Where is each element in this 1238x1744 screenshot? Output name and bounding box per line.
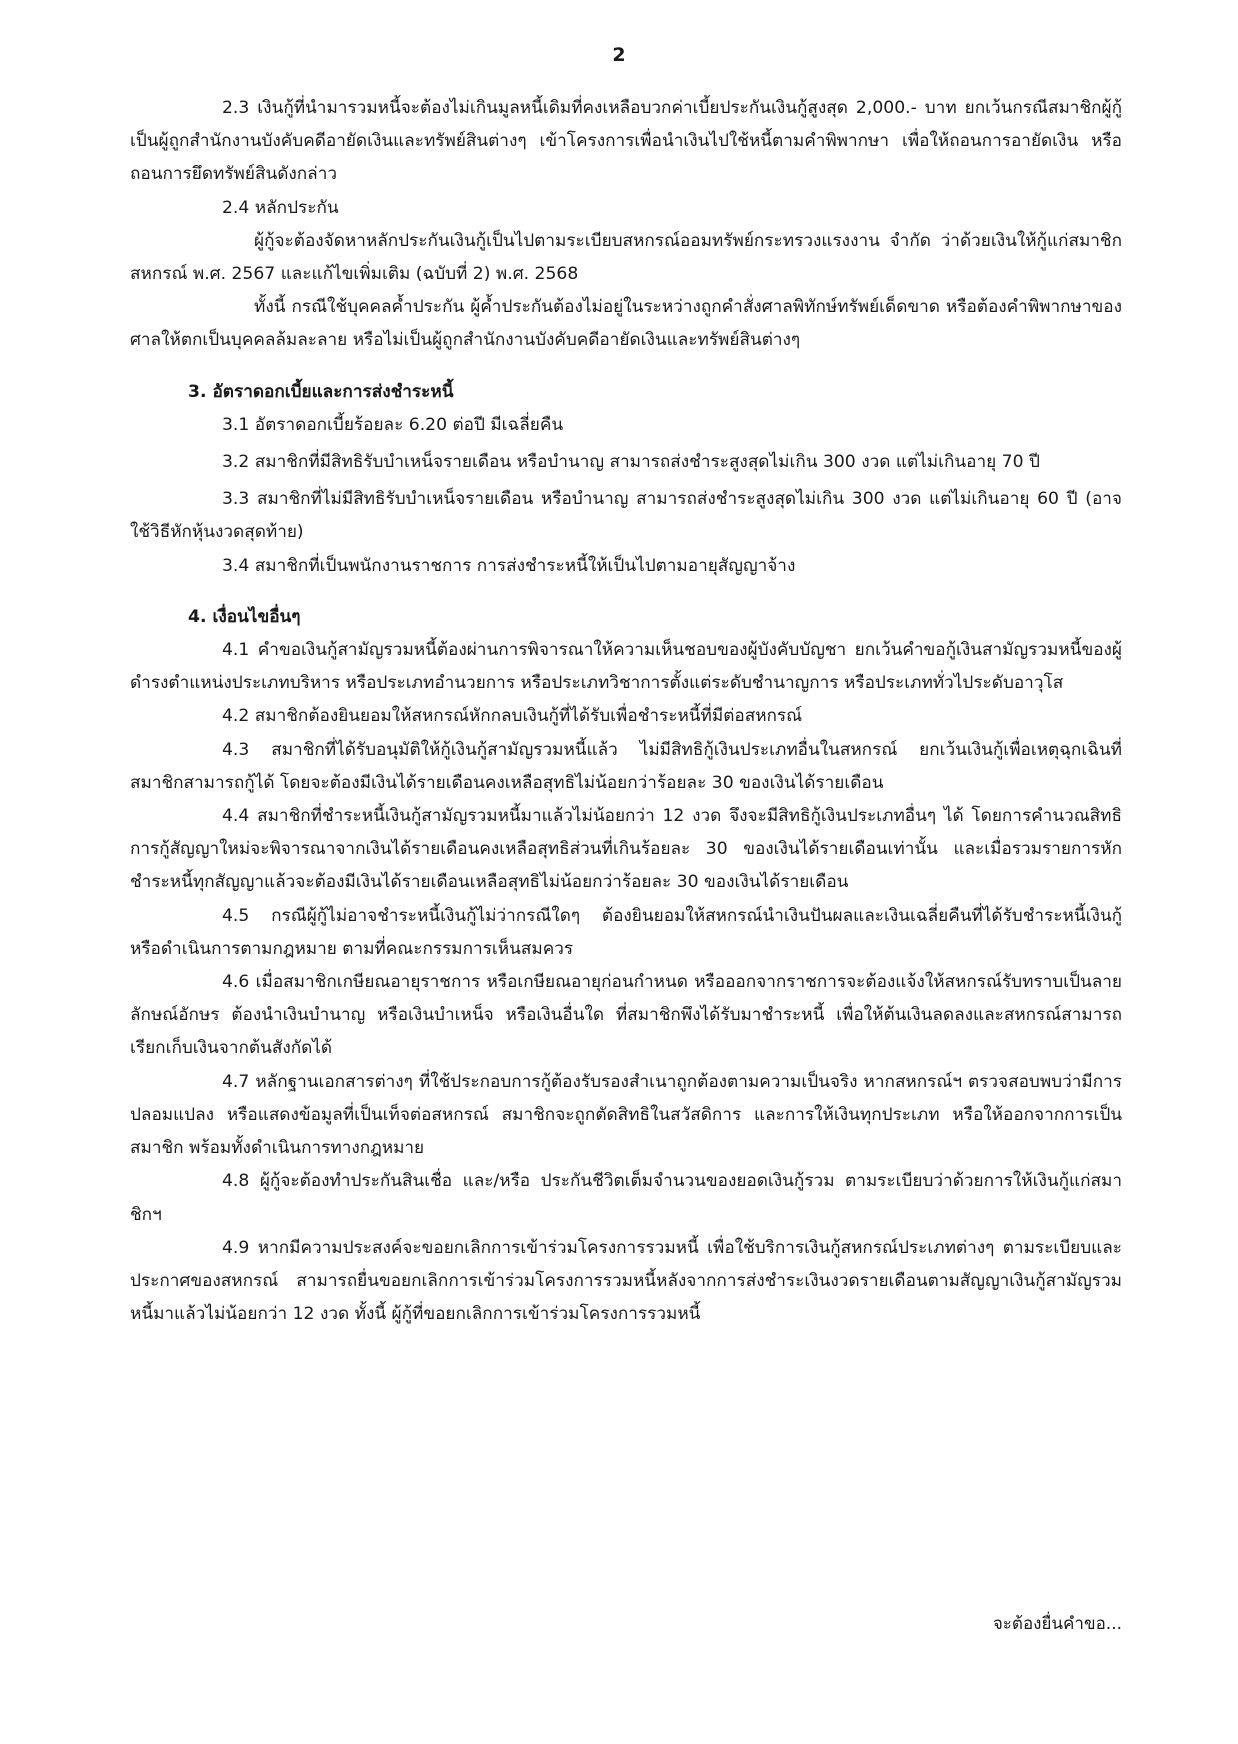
paragraph-4-9: 4.9 หากมีความประสงค์จะขอยกเลิกการเข้าร่วมโครงการรวมหนี้ เพื่อใช้บริการเงินกู้สหกรณ์ประเภทต่างๆ ตามระเบียบและประกาศของสหกรณ์ สามารถยื่นขอยกเลิกการเข้าร่วมโครงการรวมหนี้หลังจากการส่งชำระเงินงวดรายเดือนตามสัญญาเงินกู้สามัญรวมหนี้มาแล้วไม่น้อยกว่า 12 งวด ทั้งนี้ ผู้กู้ที่ขอยกเลิกการเข้าร่วมโครงการรวมหนี้: [130, 1237, 1122, 1325]
section-3-heading: 3. อัตราดอกเบี้ยและการส่งชำระหนี้: [188, 381, 454, 402]
section-4-heading: 4. เงื่อนไขอื่นๆ: [188, 606, 301, 627]
paragraph-4-2: 4.2 สมาชิกต้องยินยอมให้สหกรณ์หักกลบเงินกู้ที่ได้รับเพื่อชำระหนี้ที่มีต่อสหกรณ์: [222, 706, 803, 727]
paragraph-4-1: 4.1 คำขอเงินกู้สามัญรวมหนี้ต้องผ่านการพิจารณาให้ความเห็นชอบของผู้บังคับบัญชา ยกเว้นคำขอกู้เงินสามัญรวมหนี้ของผู้ดำรงตำแหน่งประเภทบริหาร หรือประเภทอำนวยการ หรือประเภทวิชาการตั้งแต่ระดับชำนาญการ หรือประเภททั่วไประดับอาวุโส: [130, 640, 1122, 694]
subheading-2-4: 2.4 หลักประกัน: [222, 197, 339, 218]
paragraph-4-5: 4.5 กรณีผู้กู้ไม่อาจชำระหนี้เงินกู้ไม่ว่ากรณีใดๆ ต้องยินยอมให้สหกรณ์นำเงินปันผลและเงินเฉลี่ยคืนที่ได้รับชำระหนี้เงินกู้ หรือดำเนินการตามกฎหมาย ตามที่คณะกรรมการเห็นสมควร: [130, 905, 1122, 959]
paragraph-4-8: 4.8 ผู้กู้จะต้องทำประกันสินเชื่อ และ/หรือ ประกันชีวิตเต็มจำนวนของยอดเงินกู้รวม ตามระเบียบว่าด้วยการให้เงินกู้แก่สมาชิกฯ: [130, 1171, 1122, 1225]
page-number: 2: [612, 44, 626, 66]
paragraph-2-4-collateral: ผู้กู้จะต้องจัดหาหลักประกันเงินกู้เป็นไปตามระเบียบสหกรณ์ออมทรัพย์กระทรวงแรงงาน จำกัด ว่าด้วยเงินให้กู้แก่สมาชิกสหกรณ์ พ.ศ. 2567 และแก้ไขเพิ่มเติม (ฉบับที่ 2) พ.ศ. 2568: [130, 230, 1122, 285]
continuation-note: จะต้องยื่นคำขอ...: [992, 1614, 1122, 1634]
paragraph-2-3: 2.3 เงินกู้ที่นำมารวมหนี้จะต้องไม่เกินมูลหนี้เดิมที่คงเหลือบวกค่าเบี้ยประกันเงินกู้สูงสุด 2,000.- บาท ยกเว้นกรณีสมาชิกผู้กู้เป็นผู้ถูกสำนักงานบังคับคดีอายัดเงินและทรัพย์สินต่างๆ เข้าโครงการเพื่อนำเงินไปใช้หนี้ตามคำพิพากษา เพื่อให้ถอนการอายัดเงิน หรือถอนการยึดทรัพย์สินดังกล่าว: [130, 98, 1122, 185]
paragraph-3-4: 3.4 สมาชิกที่เป็นพนักงานราชการ การส่งชำระหนี้ให้เป็นไปตามอายุสัญญาจ้าง: [222, 555, 796, 576]
paragraph-4-4: 4.4 สมาชิกที่ชำระหนี้เงินกู้สามัญรวมหนี้มาแล้วไม่น้อยกว่า 12 งวด จึงจะมีสิทธิกู้เงินประเภทอื่นๆ ได้ โดยการคำนวณสิทธิการกู้สัญญาใหม่จะพิจารณาจากเงินได้รายเดือนคงเหลือสุทธิส่วนที่เกินร้อยละ 30 ของเงินได้รายเดือนเท่านั้น และเมื่อรวมรายการหักชำระหนี้ทุกสัญญาแล้วจะต้องมีเงินได้รายเดือนเหลือสุทธิไม่น้อยกว่าร้อยละ 30 ของเงินได้รายเดือน: [130, 806, 1122, 893]
paragraph-3-3: 3.3 สมาชิกที่ไม่มีสิทธิรับบำเหน็จรายเดือน หรือบำนาญ สามารถส่งชำระสูงสุดไม่เกิน 300 งวด แต่ไม่เกินอายุ 60 ปี (อาจใช้วิธีหักหุ้นงวดสุดท้าย): [130, 489, 1122, 543]
paragraph-3-1: 3.1 อัตราดอกเบี้ยร้อยละ 6.20 ต่อปี มีเฉลี่ยคืน: [222, 414, 564, 435]
paragraph-4-7: 4.7 หลักฐานเอกสารต่างๆ ที่ใช้ประกอบการกู้ต้องรับรองสำเนาถูกต้องตามความเป็นจริง หากสหกรณ์ฯ ตรวจสอบพบว่ามีการปลอมแปลง หรือแสดงข้อมูลที่เป็นเท็จต่อสหกรณ์ สมาชิกจะถูกตัดสิทธิในสวัสดิการ และการให้เงินทุกประเภท หรือให้ออกจากการเป็นสมาชิก พร้อมทั้งดำเนินการทางกฎหมาย: [130, 1071, 1122, 1159]
paragraph-4-6: 4.6 เมื่อสมาชิกเกษียณอายุราชการ หรือเกษียณอายุก่อนกำหนด หรือออกจากราชการจะต้องแจ้งให้สหกรณ์รับทราบเป็นลายลักษณ์อักษร ต้องนำเงินบำนาญ หรือเงินบำเหน็จ หรือเงินอื่นใด ที่สมาชิกพึงได้รับมาชำระหนี้ เพื่อให้ต้นเงินลดลงและสหกรณ์สามารถเรียกเก็บเงินจากต้นสังกัดได้: [130, 972, 1122, 1059]
paragraph-2-4-guarantor: ทั้งนี้ กรณีใช้บุคคลค้ำประกัน ผู้ค้ำประกันต้องไม่อยู่ในระหว่างถูกคำสั่งศาลพิทักษ์ทรัพย์เด็ดขาด หรือต้องคำพิพากษาของศาลให้ตกเป็นบุคคลล้มละลาย หรือไม่เป็นผู้ถูกสำนักงานบังคับคดีอายัดเงินและทรัพย์สินต่างๆ: [130, 297, 1122, 351]
paragraph-4-3: 4.3 สมาชิกที่ได้รับอนุมัติให้กู้เงินกู้สามัญรวมหนี้แล้ว ไม่มีสิทธิกู้เงินประเภทอื่นในสหกรณ์ ยกเว้นเงินกู้เพื่อเหตุฉุกเฉินที่สมาชิกสามารถกู้ได้ โดยจะต้องมีเงินได้รายเดือนคงเหลือสุทธิไม่น้อยกว่าร้อยละ 30 ของเงินได้รายเดือน: [130, 739, 1122, 793]
paragraph-3-2: 3.2 สมาชิกที่มีสิทธิรับบำเหน็จรายเดือน หรือบำนาญ สามารถส่งชำระสูงสุดไม่เกิน 300 งวด แต่ไม่เกินอายุ 70 ปี: [222, 452, 1040, 473]
document-body: [130, 92, 1122, 1331]
